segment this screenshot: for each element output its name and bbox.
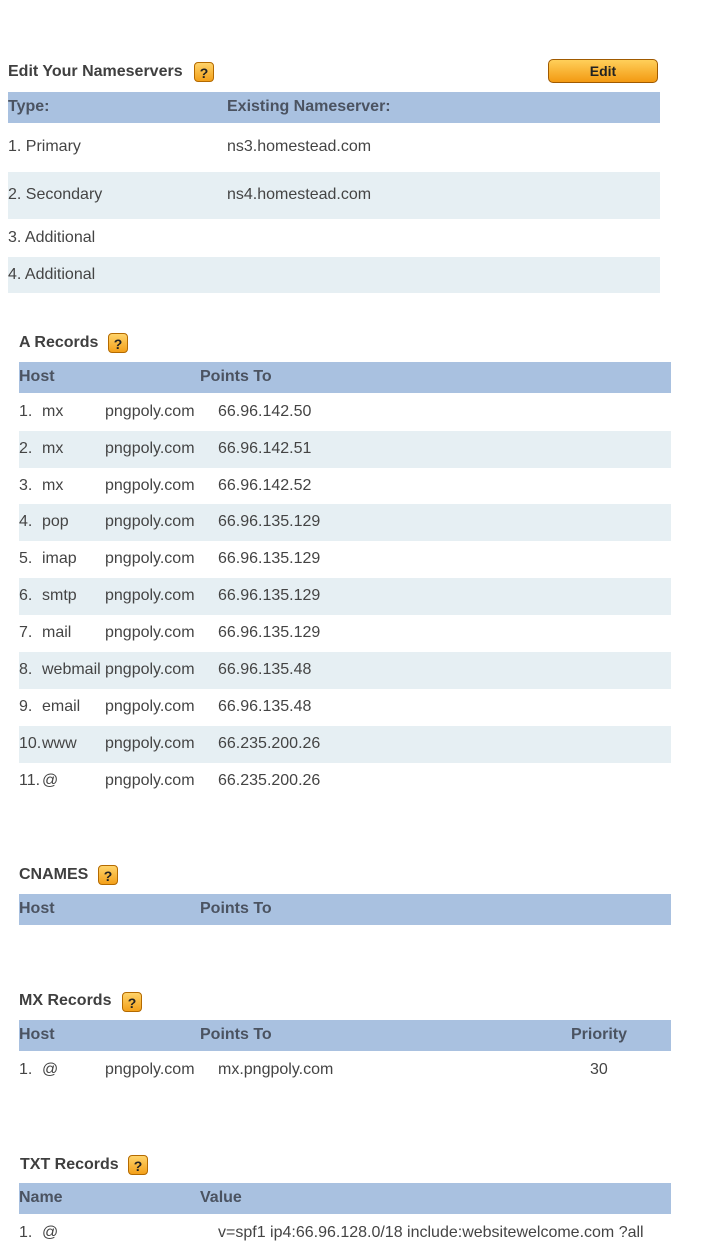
nameserver-row	[8, 129, 660, 166]
record-host: imap	[42, 550, 77, 567]
record-host: webmail	[42, 661, 101, 678]
record-ip: 66.96.135.129	[218, 513, 321, 530]
record-host: mx	[42, 403, 64, 420]
row-number: 9.	[19, 698, 33, 715]
value-column-header: Value	[200, 1189, 242, 1206]
nameservers-header	[8, 92, 660, 123]
nameserver-value: ns3.homestead.com	[227, 138, 372, 155]
nameserver-row	[8, 220, 660, 256]
row-number: 6.	[19, 587, 33, 604]
record-domain: pngpoly.com	[105, 550, 195, 567]
points-to-column-header: Points To	[200, 900, 272, 917]
row-number: 7.	[19, 624, 33, 641]
record-host: @	[42, 1224, 59, 1241]
row-number: 3.	[19, 477, 33, 494]
nameserver-row	[8, 172, 660, 219]
host-column-header: Host	[19, 368, 55, 385]
a-record-row	[19, 394, 671, 431]
record-domain: pngpoly.com	[105, 661, 195, 678]
record-domain: pngpoly.com	[105, 735, 195, 752]
cnames-title: CNAMES	[19, 866, 89, 883]
record-host: smtp	[42, 587, 77, 604]
a-record-row	[19, 763, 671, 800]
priority-column-header: Priority	[571, 1026, 628, 1043]
mx-record-row	[19, 1052, 671, 1089]
row-number: 8.	[19, 661, 33, 678]
host-column-header: Host	[19, 1026, 55, 1043]
record-domain: pngpoly.com	[105, 624, 195, 641]
record-ip: 66.235.200.26	[218, 735, 321, 752]
record-ip: 66.96.142.52	[218, 477, 312, 494]
record-domain: pngpoly.com	[105, 1061, 195, 1078]
a-record-row	[19, 468, 671, 505]
nameserver-type: 4. Additional	[8, 266, 96, 283]
a-record-row	[19, 726, 671, 763]
record-priority: 30	[590, 1061, 608, 1078]
record-domain: pngpoly.com	[105, 698, 195, 715]
name-column-header: Name	[19, 1189, 63, 1206]
record-domain: pngpoly.com	[105, 587, 195, 604]
record-ip: 66.96.135.129	[218, 550, 321, 567]
record-host: @	[42, 772, 59, 789]
record-domain: pngpoly.com	[105, 403, 195, 420]
row-number: 2.	[19, 440, 33, 457]
a-record-row	[19, 504, 671, 541]
mx-records-help-icon[interactable]: ?	[122, 992, 142, 1012]
row-number: 11.	[19, 772, 41, 789]
cnames-header	[19, 894, 671, 925]
a-record-row	[19, 652, 671, 689]
nameserver-type: 2. Secondary	[8, 186, 103, 203]
record-ip: 66.96.142.51	[218, 440, 312, 457]
a-records-title: A Records	[19, 334, 99, 351]
txt-record-row	[19, 1215, 671, 1252]
a-record-row	[19, 689, 671, 726]
nameserver-type: 1. Primary	[8, 138, 81, 155]
txt-records-header	[19, 1183, 671, 1214]
a-records-header	[19, 362, 671, 393]
txt-records-title: TXT Records	[20, 1156, 119, 1173]
nameservers-title: Edit Your Nameservers	[8, 63, 183, 80]
nameserver-value: ns4.homestead.com	[227, 186, 372, 203]
a-records-help-icon[interactable]: ?	[108, 333, 128, 353]
nameserver-type: 3. Additional	[8, 229, 96, 246]
record-ip: 66.235.200.26	[218, 772, 321, 789]
row-number: 1.	[19, 1061, 33, 1078]
a-record-row	[19, 615, 671, 652]
host-column-header: Host	[19, 900, 55, 917]
record-ip: 66.96.135.129	[218, 587, 321, 604]
record-target: mx.pngpoly.com	[218, 1061, 334, 1078]
record-host: mail	[42, 624, 72, 641]
record-ip: 66.96.135.48	[218, 661, 312, 678]
a-record-row	[19, 578, 671, 615]
record-host: mx	[42, 477, 64, 494]
a-record-row	[19, 541, 671, 578]
cnames-help-icon[interactable]: ?	[98, 865, 118, 885]
record-host: pop	[42, 513, 69, 530]
row-number: 1.	[19, 403, 33, 420]
record-host: email	[42, 698, 81, 715]
points-to-column-header: Points To	[200, 368, 272, 385]
nameserver-row	[8, 257, 660, 293]
mx-records-header	[19, 1020, 671, 1051]
record-host: mx	[42, 440, 64, 457]
record-value: v=spf1 ip4:66.96.128.0/18 include:websitewelcome.com ?all	[218, 1224, 644, 1241]
points-to-column-header: Points To	[200, 1026, 272, 1043]
record-ip: 66.96.142.50	[218, 403, 312, 420]
nameservers-help-icon[interactable]: ?	[194, 62, 214, 82]
row-number: 5.	[19, 550, 33, 567]
record-domain: pngpoly.com	[105, 440, 195, 457]
row-number: 4.	[19, 513, 33, 530]
record-ip: 66.96.135.48	[218, 698, 312, 715]
record-host: @	[42, 1061, 59, 1078]
edit-nameservers-button[interactable]: Edit	[548, 59, 658, 83]
type-column-header: Type:	[8, 98, 50, 115]
existing-nameserver-column-header: Existing Nameserver:	[227, 98, 391, 115]
record-domain: pngpoly.com	[105, 513, 195, 530]
record-host: www	[42, 735, 77, 752]
record-domain: pngpoly.com	[105, 477, 195, 494]
mx-records-title: MX Records	[19, 992, 112, 1009]
a-record-row	[19, 431, 671, 468]
txt-records-help-icon[interactable]: ?	[128, 1155, 148, 1175]
record-ip: 66.96.135.129	[218, 624, 321, 641]
record-domain: pngpoly.com	[105, 772, 195, 789]
row-number: 10.	[19, 735, 42, 752]
row-number: 1.	[19, 1224, 33, 1241]
